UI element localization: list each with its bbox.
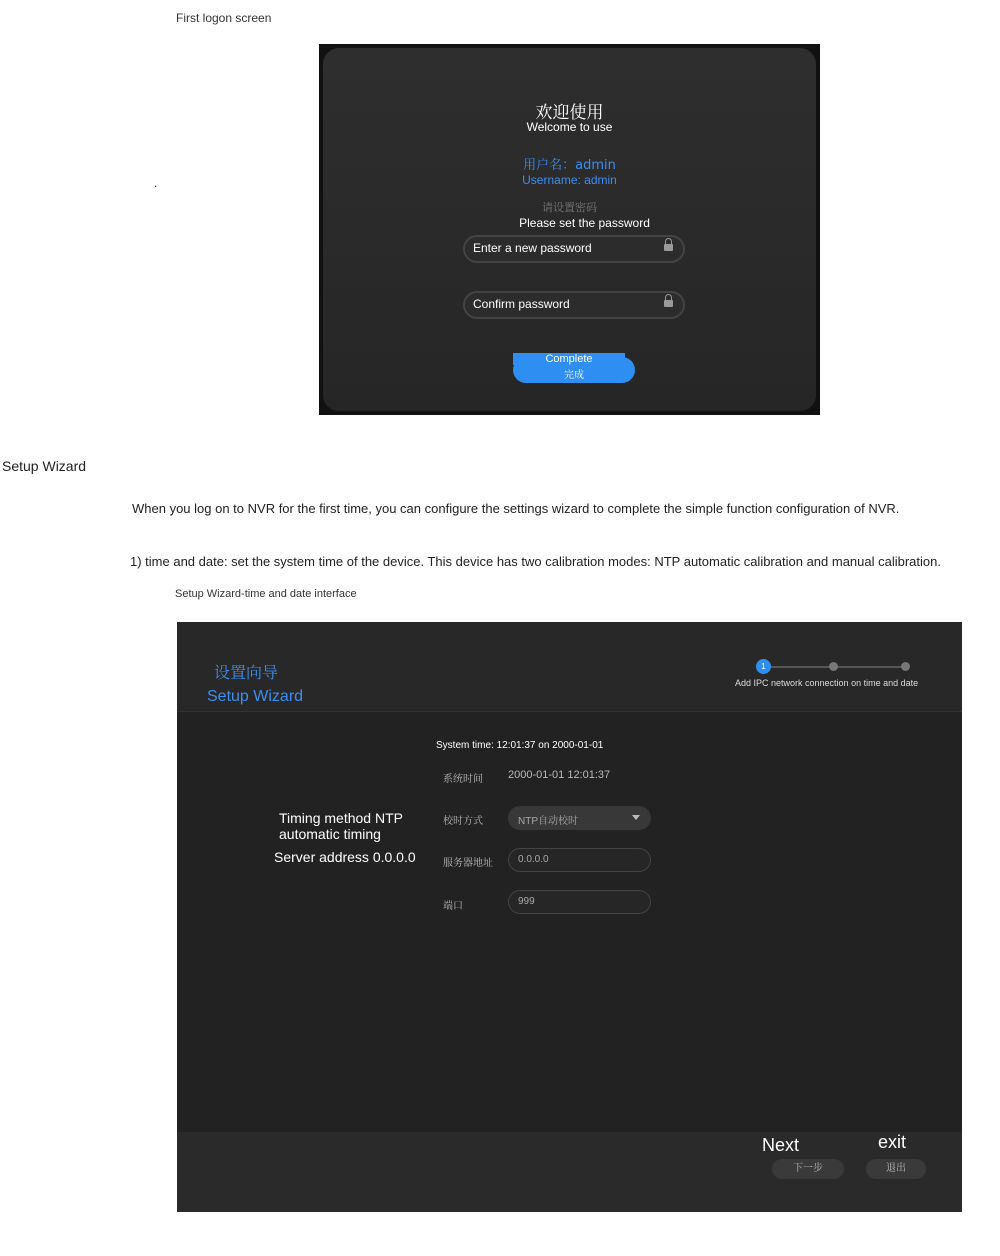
set-password-prompt-cn: 请设置密码: [542, 201, 597, 214]
welcome-title-cn: 欢迎使用: [535, 103, 604, 123]
server-address-input[interactable]: [508, 848, 651, 872]
confirm-password-placeholder: Confirm password: [473, 297, 570, 311]
port-label: 端口: [443, 901, 463, 912]
timing-method-annotation-line1: Timing method NTP: [279, 810, 403, 826]
wizard-figure-caption: Setup Wizard-time and date interface: [175, 588, 357, 600]
lock-icon: [664, 300, 673, 307]
timing-method-select[interactable]: [508, 806, 651, 830]
exit-annotation: exit: [878, 1132, 907, 1152]
step-1-dot: 1: [756, 659, 771, 674]
logon-screenshot: [319, 44, 820, 415]
server-address-annotation: Server address 0.0.0.0: [274, 849, 416, 865]
step-2-dot: [829, 662, 838, 671]
confirm-password-field[interactable]: [463, 291, 685, 319]
complete-button[interactable]: [513, 353, 635, 383]
username-cn: 用户名：admin: [523, 158, 616, 173]
set-password-prompt-en: Please set the password: [519, 216, 650, 230]
stray-dot: .: [154, 176, 158, 190]
wizard-title-cn: 设置向导: [214, 663, 279, 682]
section-title: Setup Wizard: [2, 458, 87, 474]
wizard-steps-caption: Add IPC network connection on time and date: [735, 678, 919, 688]
new-password-field[interactable]: [463, 235, 685, 263]
step-3-dot: [901, 662, 910, 671]
unlock-icon: [664, 244, 673, 251]
timing-method-annotation-line2: automatic timing: [279, 826, 381, 842]
next-button[interactable]: 下一步: [772, 1159, 844, 1179]
system-time-value: 2000-01-01 12:01:37: [508, 769, 611, 781]
chevron-down-icon: [632, 815, 640, 820]
port-value: 999: [518, 896, 535, 907]
setup-wizard-screenshot: [177, 622, 962, 1212]
wizard-title-en: Setup Wizard: [207, 688, 304, 705]
system-time-label: 系统时间: [443, 774, 483, 785]
logon-figure-caption: First logon screen: [176, 11, 272, 25]
wizard-step-indicator: [761, 662, 905, 671]
logon-panel: [323, 48, 816, 411]
username-en: Username: admin: [522, 173, 617, 187]
time-date-paragraph: 1) time and date: set the system time of the device. This device has two calibration modes: NTP automatic calibration and manual calibration.: [130, 554, 941, 569]
complete-label-cn: 完成: [564, 370, 584, 381]
wizard-footer: [177, 1132, 962, 1212]
server-address-value: 0.0.0.0: [518, 854, 549, 865]
next-annotation: Next: [762, 1135, 800, 1155]
timing-method-value: NTP自动校时: [518, 816, 578, 827]
complete-label-en: Complete: [513, 353, 625, 365]
exit-button[interactable]: 退出: [866, 1159, 926, 1179]
system-time-banner: System time: 12:01:37 on 2000-01-01: [436, 740, 604, 751]
welcome-title-en: Welcome to use: [526, 120, 613, 134]
wizard-header: [177, 622, 962, 712]
port-input[interactable]: [508, 890, 651, 914]
new-password-placeholder: Enter a new password: [473, 241, 592, 255]
server-address-label: 服务器地址: [443, 858, 493, 869]
intro-paragraph: When you log on to NVR for the first time, you can configure the settings wizard to complete the simple function configuration of NVR.: [132, 501, 900, 516]
timing-method-label: 校时方式: [443, 816, 483, 827]
